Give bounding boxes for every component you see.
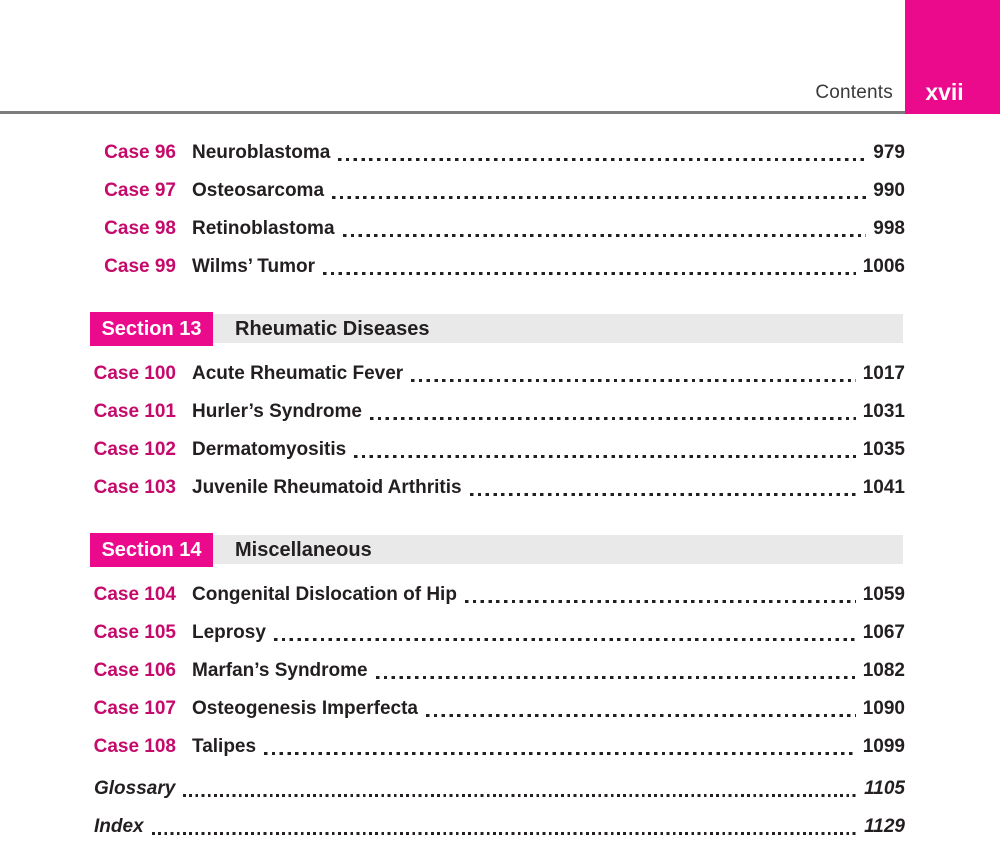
toc-entry-row (90, 469, 905, 507)
dot-leader (376, 676, 856, 679)
toc-entry-row (90, 652, 905, 690)
dot-leader (152, 832, 858, 835)
section-title: Miscellaneous (235, 538, 372, 561)
case-title: Neuroblastoma (192, 142, 331, 163)
section-badge: Section 14 (90, 533, 213, 567)
case-number-label: Case 105 (93, 622, 176, 643)
page-header (0, 0, 1000, 114)
case-title: Talipes (192, 736, 257, 757)
dot-leader (323, 272, 856, 275)
toc-entry-row (90, 690, 905, 728)
toc-entry-row (90, 431, 905, 469)
page-number: 1031 (862, 401, 905, 422)
toc-entry-row (90, 728, 905, 766)
case-number-label: Case 96 (104, 142, 176, 163)
dot-leader (411, 379, 856, 382)
dot-leader (183, 794, 857, 797)
page-number: 1059 (862, 584, 905, 605)
page-number: 1006 (862, 256, 905, 277)
toc-entry-row (90, 172, 905, 210)
toc-entry-row (90, 248, 905, 286)
back-matter-row (90, 808, 905, 846)
back-matter-row (90, 770, 905, 808)
page-number: 1035 (862, 439, 905, 460)
page-number: 1082 (862, 660, 905, 681)
case-title: Osteogenesis Imperfecta (192, 698, 418, 719)
dot-leader (332, 196, 866, 199)
dot-leader (465, 600, 856, 603)
case-title: Osteosarcoma (192, 180, 325, 201)
toc-content (90, 134, 905, 846)
case-number-label: Case 108 (93, 736, 176, 757)
dot-leader (426, 714, 856, 717)
case-number-label: Case 99 (104, 256, 176, 277)
page-number: 1090 (862, 698, 905, 719)
case-title: Wilms’ Tumor (192, 256, 315, 277)
page-number: 1017 (862, 363, 905, 384)
toc-group-entries (90, 355, 905, 507)
case-title: Dermatomyositis (192, 439, 347, 460)
case-title: Hurler’s Syndrome (192, 401, 362, 422)
back-matter-title: Glossary (94, 778, 176, 799)
dot-leader (264, 752, 856, 755)
section-header-bar (90, 312, 905, 346)
case-title: Juvenile Rheumatoid Arthritis (192, 477, 462, 498)
page-number: 1129 (864, 816, 905, 837)
page-number: 1067 (862, 622, 905, 643)
back-matter-title: Index (94, 816, 144, 837)
case-title: Acute Rheumatic Fever (192, 363, 404, 384)
page-number: 1041 (862, 477, 905, 498)
page-number: 979 (873, 142, 905, 163)
running-head-contents: Contents (815, 82, 893, 103)
toc-entry-row (90, 210, 905, 248)
case-number-label: Case 100 (93, 363, 176, 384)
toc-entry-row (90, 614, 905, 652)
dot-leader (343, 234, 867, 237)
toc-group-oncology-tail (90, 134, 905, 286)
toc-group-entries (90, 576, 905, 766)
page-number: 1105 (864, 778, 905, 799)
toc-back-matter (90, 770, 905, 846)
dot-leader (470, 493, 856, 496)
case-number-label: Case 107 (93, 698, 176, 719)
case-number-label: Case 101 (93, 401, 176, 422)
case-title: Marfan’s Syndrome (192, 660, 368, 681)
page-number-badge: xvii (905, 0, 1000, 114)
dot-leader (338, 158, 866, 161)
case-number-label: Case 98 (104, 218, 176, 239)
toc-entry-row (90, 576, 905, 614)
case-number-label: Case 103 (93, 477, 176, 498)
page-number: 998 (873, 218, 905, 239)
case-number-label: Case 106 (93, 660, 176, 681)
toc-sections (90, 312, 905, 766)
case-number-label: Case 104 (93, 584, 176, 605)
section-badge: Section 13 (90, 312, 213, 346)
toc-entry-row (90, 355, 905, 393)
dot-leader (354, 455, 856, 458)
section-title: Rheumatic Diseases (235, 317, 430, 340)
section-header-bar (90, 533, 905, 567)
page-number: 1099 (862, 736, 905, 757)
case-number-label: Case 97 (104, 180, 176, 201)
dot-leader (274, 638, 856, 641)
case-number-label: Case 102 (93, 439, 176, 460)
case-title: Leprosy (192, 622, 266, 643)
toc-entry-row (90, 393, 905, 431)
page-number: 990 (873, 180, 905, 201)
dot-leader (370, 417, 856, 420)
case-title: Congenital Dislocation of Hip (192, 584, 457, 605)
case-title: Retinoblastoma (192, 218, 335, 239)
toc-entry-row (90, 134, 905, 172)
